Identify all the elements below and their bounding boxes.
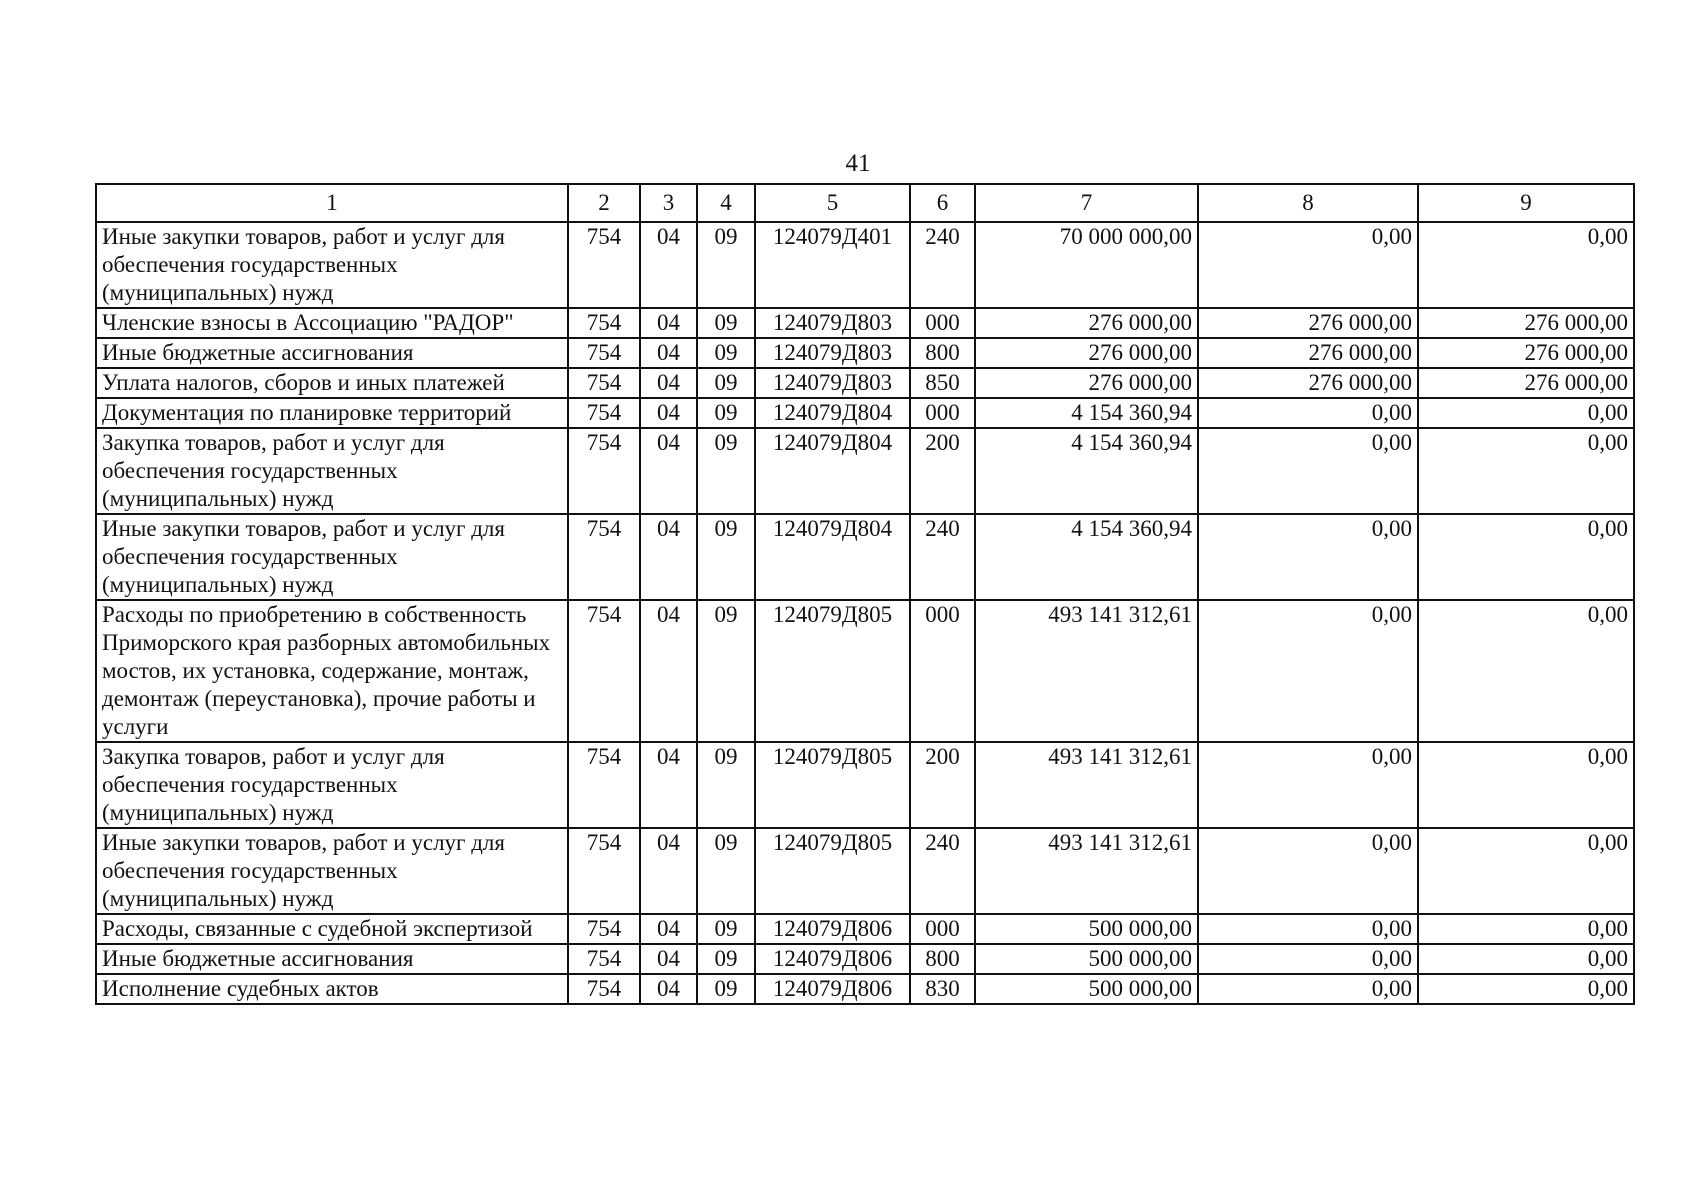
amount-col-9: 0,00	[1418, 398, 1634, 428]
amount-col-9: 0,00	[1418, 428, 1634, 514]
item-name: Иные закупки товаров, работ и услуг для обеспечения государственных (муниципальных) нужд	[96, 222, 568, 308]
ministry-code: 754	[568, 338, 640, 368]
amount-col-8: 0,00	[1198, 398, 1418, 428]
target-article-code: 124079Д805	[755, 742, 910, 828]
table-row	[96, 222, 1634, 308]
column-header: 3	[640, 184, 697, 222]
item-name: Иные закупки товаров, работ и услуг для обеспечения государственных (муниципальных) нужд	[96, 828, 568, 914]
amount-col-7: 276 000,00	[975, 308, 1198, 338]
target-article-code: 124079Д803	[755, 338, 910, 368]
expense-type-code: 240	[910, 828, 975, 914]
expense-type-code: 000	[910, 600, 975, 742]
target-article-code: 124079Д806	[755, 914, 910, 944]
subsection-code: 09	[697, 914, 755, 944]
item-name: Членские взносы в Ассоциацию "РАДОР"	[96, 308, 568, 338]
amount-col-7: 493 141 312,61	[975, 742, 1198, 828]
budget-table	[95, 183, 1635, 1005]
amount-col-7: 500 000,00	[975, 944, 1198, 974]
page-number: 41	[845, 150, 871, 177]
item-name: Закупка товаров, работ и услуг для обеспечения государственных (муниципальных) нужд	[96, 742, 568, 828]
expense-type-code: 000	[910, 308, 975, 338]
amount-col-8: 0,00	[1198, 600, 1418, 742]
amount-col-7: 493 141 312,61	[975, 600, 1198, 742]
subsection-code: 09	[697, 398, 755, 428]
subsection-code: 09	[697, 338, 755, 368]
amount-col-8: 0,00	[1198, 742, 1418, 828]
table-row	[96, 600, 1634, 742]
ministry-code: 754	[568, 222, 640, 308]
expense-type-code: 830	[910, 974, 975, 1004]
amount-col-8: 0,00	[1198, 828, 1418, 914]
target-article-code: 124079Д806	[755, 944, 910, 974]
table-row	[96, 828, 1634, 914]
ministry-code: 754	[568, 368, 640, 398]
section-code: 04	[640, 742, 697, 828]
section-code: 04	[640, 338, 697, 368]
section-code: 04	[640, 428, 697, 514]
target-article-code: 124079Д805	[755, 600, 910, 742]
target-article-code: 124079Д804	[755, 514, 910, 600]
amount-col-8: 0,00	[1198, 428, 1418, 514]
expense-type-code: 800	[910, 338, 975, 368]
subsection-code: 09	[697, 944, 755, 974]
expense-type-code: 200	[910, 428, 975, 514]
section-code: 04	[640, 514, 697, 600]
expense-type-code: 850	[910, 368, 975, 398]
amount-col-8: 276 000,00	[1198, 368, 1418, 398]
subsection-code: 09	[697, 514, 755, 600]
expense-type-code: 800	[910, 944, 975, 974]
header-row	[96, 184, 1634, 222]
column-header: 9	[1418, 184, 1634, 222]
subsection-code: 09	[697, 428, 755, 514]
section-code: 04	[640, 398, 697, 428]
ministry-code: 754	[568, 914, 640, 944]
section-code: 04	[640, 944, 697, 974]
expense-type-code: 000	[910, 914, 975, 944]
column-header: 1	[96, 184, 568, 222]
ministry-code: 754	[568, 514, 640, 600]
table-row	[96, 974, 1634, 1004]
section-code: 04	[640, 914, 697, 944]
amount-col-7: 493 141 312,61	[975, 828, 1198, 914]
amount-col-9: 0,00	[1418, 514, 1634, 600]
amount-col-7: 4 154 360,94	[975, 428, 1198, 514]
amount-col-9: 276 000,00	[1418, 368, 1634, 398]
amount-col-8: 0,00	[1198, 914, 1418, 944]
item-name: Расходы, связанные с судебной экспертизой	[96, 914, 568, 944]
table-row	[96, 338, 1634, 368]
item-name: Расходы по приобретению в собственность Приморского края разборных автомобильных мостов, их установка, содержание, монтаж, демонтаж (переустановка), прочие работы и услуги	[96, 600, 568, 742]
section-code: 04	[640, 600, 697, 742]
section-code: 04	[640, 368, 697, 398]
amount-col-7: 276 000,00	[975, 338, 1198, 368]
column-header: 4	[697, 184, 755, 222]
table-row	[96, 944, 1634, 974]
amount-col-9: 0,00	[1418, 944, 1634, 974]
item-name: Иные бюджетные ассигнования	[96, 944, 568, 974]
column-header: 5	[755, 184, 910, 222]
item-name: Исполнение судебных актов	[96, 974, 568, 1004]
subsection-code: 09	[697, 600, 755, 742]
amount-col-9: 0,00	[1418, 222, 1634, 308]
column-header: 6	[910, 184, 975, 222]
target-article-code: 124079Д401	[755, 222, 910, 308]
amount-col-8: 0,00	[1198, 514, 1418, 600]
section-code: 04	[640, 308, 697, 338]
amount-col-9: 0,00	[1418, 600, 1634, 742]
ministry-code: 754	[568, 828, 640, 914]
ministry-code: 754	[568, 428, 640, 514]
target-article-code: 124079Д803	[755, 368, 910, 398]
expense-type-code: 240	[910, 222, 975, 308]
column-header: 2	[568, 184, 640, 222]
table-row	[96, 514, 1634, 600]
subsection-code: 09	[697, 222, 755, 308]
amount-col-8: 0,00	[1198, 222, 1418, 308]
item-name: Документация по планировке территорий	[96, 398, 568, 428]
table-row	[96, 368, 1634, 398]
item-name: Закупка товаров, работ и услуг для обеспечения государственных (муниципальных) нужд	[96, 428, 568, 514]
table-row	[96, 308, 1634, 338]
amount-col-8: 276 000,00	[1198, 338, 1418, 368]
section-code: 04	[640, 828, 697, 914]
subsection-code: 09	[697, 828, 755, 914]
ministry-code: 754	[568, 944, 640, 974]
subsection-code: 09	[697, 368, 755, 398]
ministry-code: 754	[568, 600, 640, 742]
section-code: 04	[640, 222, 697, 308]
section-code: 04	[640, 974, 697, 1004]
ministry-code: 754	[568, 398, 640, 428]
amount-col-7: 70 000 000,00	[975, 222, 1198, 308]
expense-type-code: 200	[910, 742, 975, 828]
table-row	[96, 742, 1634, 828]
target-article-code: 124079Д804	[755, 428, 910, 514]
amount-col-9: 0,00	[1418, 742, 1634, 828]
subsection-code: 09	[697, 974, 755, 1004]
target-article-code: 124079Д806	[755, 974, 910, 1004]
expense-type-code: 240	[910, 514, 975, 600]
table-row	[96, 914, 1634, 944]
item-name: Уплата налогов, сборов и иных платежей	[96, 368, 568, 398]
amount-col-8: 0,00	[1198, 944, 1418, 974]
amount-col-7: 500 000,00	[975, 974, 1198, 1004]
expense-type-code: 000	[910, 398, 975, 428]
amount-col-7: 4 154 360,94	[975, 398, 1198, 428]
amount-col-7: 500 000,00	[975, 914, 1198, 944]
ministry-code: 754	[568, 974, 640, 1004]
ministry-code: 754	[568, 742, 640, 828]
ministry-code: 754	[568, 308, 640, 338]
amount-col-9: 276 000,00	[1418, 308, 1634, 338]
amount-col-7: 276 000,00	[975, 368, 1198, 398]
amount-col-8: 276 000,00	[1198, 308, 1418, 338]
target-article-code: 124079Д803	[755, 308, 910, 338]
table-row	[96, 428, 1634, 514]
target-article-code: 124079Д804	[755, 398, 910, 428]
item-name: Иные закупки товаров, работ и услуг для обеспечения государственных (муниципальных) нужд	[96, 514, 568, 600]
subsection-code: 09	[697, 308, 755, 338]
amount-col-9: 0,00	[1418, 828, 1634, 914]
column-header: 7	[975, 184, 1198, 222]
item-name: Иные бюджетные ассигнования	[96, 338, 568, 368]
amount-col-9: 276 000,00	[1418, 338, 1634, 368]
amount-col-9: 0,00	[1418, 914, 1634, 944]
amount-col-9: 0,00	[1418, 974, 1634, 1004]
subsection-code: 09	[697, 742, 755, 828]
column-header: 8	[1198, 184, 1418, 222]
table-row	[96, 398, 1634, 428]
amount-col-7: 4 154 360,94	[975, 514, 1198, 600]
target-article-code: 124079Д805	[755, 828, 910, 914]
amount-col-8: 0,00	[1198, 974, 1418, 1004]
